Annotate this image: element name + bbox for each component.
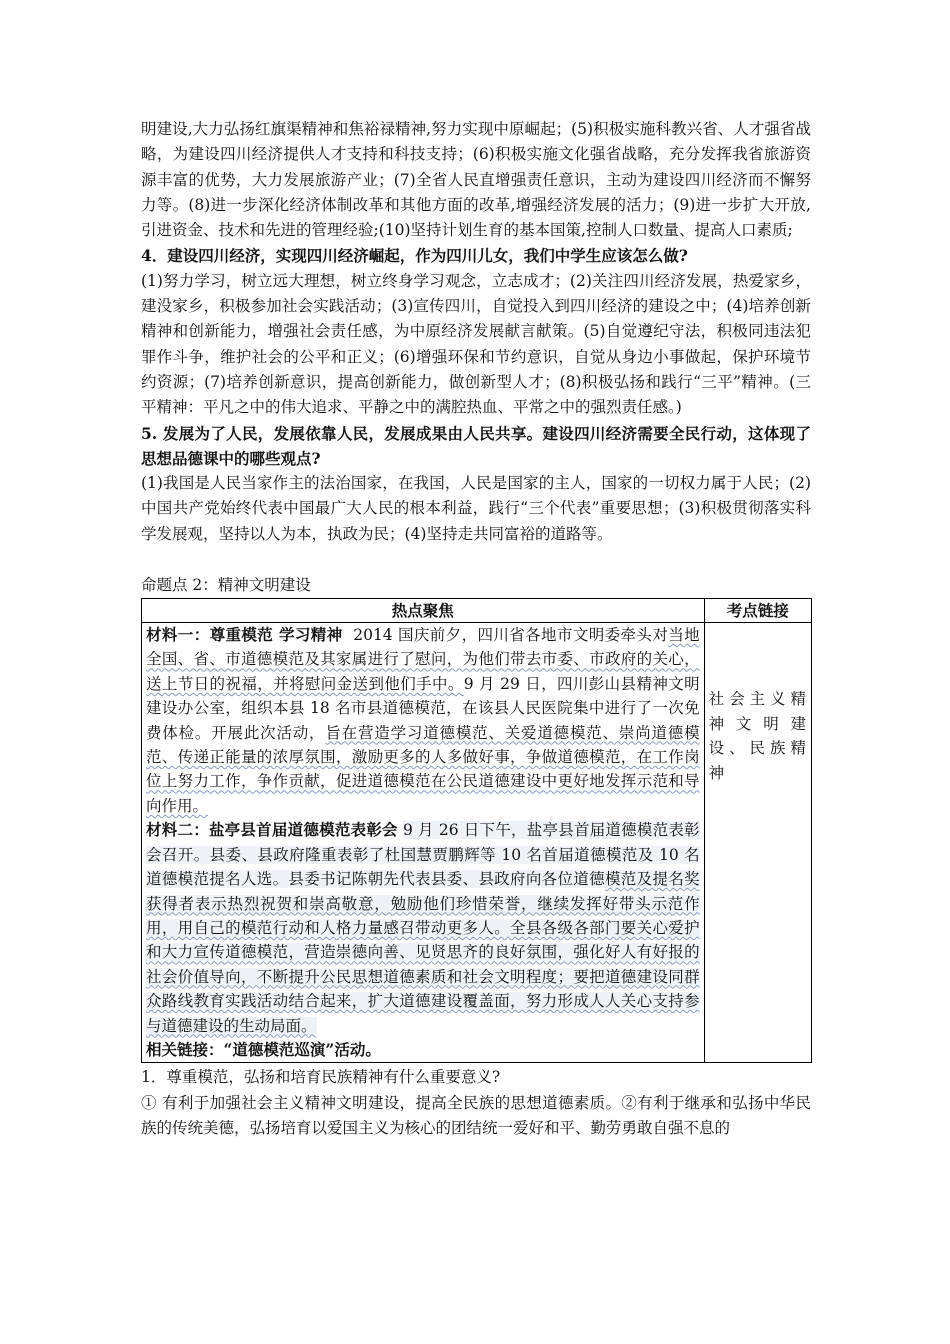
hot-focus-cell [142, 623, 705, 1063]
material-2 [146, 818, 700, 1038]
exam-link-cell: 社会主义精神文明建设、民族精神 [704, 623, 811, 1063]
table-body-row [142, 623, 812, 1063]
question-5: 5. 发展为了人民，发展依靠人民，发展成果由人民共享。建设四川经济需要全民行动，这体现了思想品德课中的哪些观点? [141, 423, 811, 468]
question-4: 4．建设四川经济，实现四川经济崛起，作为四川儿女，我们中学生应该怎么做? [141, 246, 688, 266]
material-2-label: 材料二：盐亭县首届道德模范表彰会 [146, 820, 398, 840]
header-exam-link: 考点链接 [704, 599, 811, 623]
answer-1: ① 有利于加强社会主义精神文明建设，提高全民族的思想道德素质。②有利于继承和弘扬中华民族的传统美德，弘扬培育以爱国主义为核心的团结统一爱好和平、勤劳勇敢自强不息的 [141, 1093, 811, 1137]
section-title: 命题点 2：精神文明建设 [141, 576, 311, 595]
material-2-body: 模范及提名奖获得者表示热烈祝贺和崇高敬意，勉励他们珍惜荣誉，继续发挥好带头示范作用，用自己的模范行动和人格力量感召带动更多人。全县各级各部门要关心爱护和大力宣传道德模范，营造崇德向善、见贤思齐的良好氛围，强化好人有好报的社会价值导向，不断提升公民思想道德素质和社会文明程度；要把道德建设同群众路线教育实践活动结合起来，扩大道德建设覆盖面，努力形成人人关心支持参与道德建设的生动局面。 [146, 870, 700, 1035]
material-1 [146, 623, 700, 818]
material-1-body: 当地全国、省、市道德模范及其家属进行了慰问，为他们带去市委、市政府的关心，送上节日的祝福，并将慰问金送到他们手中。 [146, 626, 700, 693]
answer-4: (1)努力学习，树立远大理想，树立终身学习观念，立志成才；(2)关注四川经济发展，热爱家乡，建没家乡，积极参加社会实践活动；(3)宣传四川，自觉投入到四川经济的建设之中；(4)培养创新精神和创新能力，增强社会责任感，为中原经济发展献言献策。(5)自觉遵纪守法，积极同违法犯罪作斗争，维护社会的公平和正义；(6)增强环保和节约意识，自觉从身边小事做起，保护环境节约资源；(7)培养创新意识，提高创新能力，做创新型人才；(8)积极弘扬和践行“三平”精神。(三平精神：平凡之中的伟大追求、平静之中的满腔热血、平常之中的强烈责任感。) [141, 271, 811, 417]
material-1-label: 材料一：尊重模范 学习精神 [146, 625, 343, 645]
header-hot-focus: 热点聚焦 [142, 599, 705, 623]
material-1-lead: 2014 国庆前夕，四川省各地市文明委牵头对 [353, 626, 669, 645]
document-page [141, 117, 811, 1141]
hotspot-table [141, 598, 812, 1063]
table-header-row [142, 599, 812, 623]
answer-5: (1)我国是人民当家作主的法治国家，在我国，人民是国家的主人，国家的一切权力属于人民；(2)中国共产党始终代表中国最广大人民的根本利益，践行“三个代表”重要思想；(3)积极贯彻落实科学发展观，坚持以人为本，执政为民；(4)坚持走共同富裕的道路等。 [141, 474, 811, 543]
related-link: 相关链接：“道德模范巡演”活动。 [146, 1039, 381, 1059]
paragraph-continuation: 明建设,大力弘扬红旗渠精神和焦裕禄精神,努力实现中原崛起；(5)积极实施科教兴省、人才强省战略，为建设四川经济提供人才支持和科技支持；(6)积极实施文化强省战略，充分发挥我省旅游资源丰富的优势，大力发展旅游产业；(7)全省人民直增强责任意识，主动为建设四川经济而不懈努力等。(8)进一步深化经济体制改革和其他方面的改革,增强经济发展的活力；(9)进一步扩大开放,引进资金、技术和先进的管理经验;(10)坚持计划生育的基本国策,控制人口数量、提高人口素质; [141, 120, 811, 240]
material-1-rest-b: 旨在营造学习道德模范、关爱道德模范、崇尚道德模范、传递正能量的浓厚氛围，激励更多的人多做好事，争做道德模范，在工作岗位上努力工作，争作贡献，促进道德模范在公民道德建设中更好地发挥示范和导向作用。 [146, 723, 700, 815]
question-1: 1．尊重模范，弘扬和培育民族精神有什么重要意义? [141, 1068, 501, 1087]
material-1-rest-a: 9 月 29 日，四川彭山县精神文明建设办公室，组织本县 18 名市县道德模范，在该县人民医院集中进行了一次免费体检。开展此次活动， [146, 674, 700, 742]
material-2-lead: 9 月 26 日下午，盐亭县首届道德模范表彰会召开。县委、县政府隆重表彰了杜国慧贾鹏辉等 10 名首届道德模范及 10 名道德模范提名人选。县委书记陈朝先代表县委、县政府向各位道德 [146, 821, 700, 889]
